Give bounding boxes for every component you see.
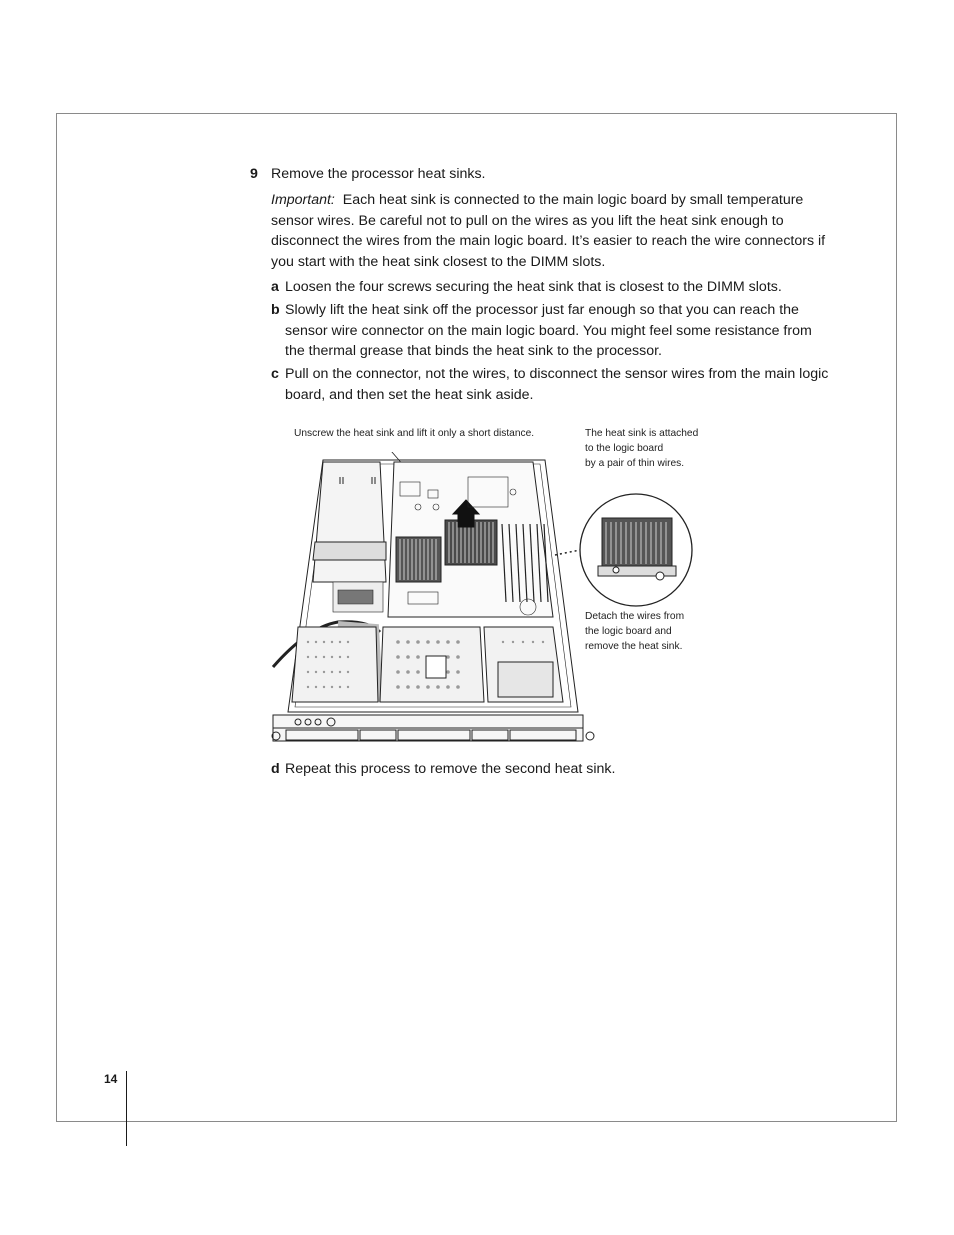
- caption-unscrew: Unscrew the heat sink and lift it only a short distance.: [294, 428, 535, 439]
- substep-d: [271, 759, 831, 780]
- substep-letter: c: [271, 366, 279, 382]
- power-supply: [313, 462, 386, 582]
- step-number: 9: [250, 166, 258, 182]
- drive-handle: [426, 656, 446, 678]
- substep-b: [271, 300, 831, 362]
- substep-letter: a: [271, 279, 279, 295]
- substep-letter: b: [271, 302, 280, 318]
- detail-pointer-line: [555, 550, 580, 555]
- caption-line: remove the heat sink.: [585, 641, 683, 652]
- detail-magnified-view: [580, 494, 692, 606]
- server-heatsink-illustration: [268, 452, 708, 752]
- substep-c: [271, 364, 831, 405]
- heat-sink-left: [396, 537, 441, 582]
- substep-letter: d: [271, 761, 280, 777]
- caption-line: the logic board and: [585, 626, 672, 637]
- substep-text: Slowly lift the heat sink off the processor just far enough so that you can reach the sensor wire connector on the main logic board. You might feel some resistance from the thermal grease that binds the heat sink to the processor.: [285, 302, 812, 359]
- step-title: Remove the processor heat sinks.: [271, 166, 486, 182]
- substep-text: Pull on the connector, not the wires, to disconnect the sensor wires from the main logic board, and then set the heat sink aside.: [285, 366, 829, 403]
- substep-text: Loosen the four screws securing the heat sink that is closest to the DIMM slots.: [285, 279, 782, 295]
- front-panel: [272, 715, 594, 741]
- caption-line: by a pair of thin wires.: [585, 458, 685, 469]
- substep-a: [271, 277, 831, 298]
- substep-text: Repeat this process to remove the second heat sink.: [285, 761, 616, 777]
- important-label: Important:: [271, 192, 335, 208]
- caption-line: The heat sink is attached: [585, 428, 699, 439]
- page-number-rule: [126, 1071, 127, 1146]
- important-text: Each heat sink is connected to the main logic board by small temperature sensor wires. Be careful not to pull on the wires as you lift the heat sink enough to disconnect the wires from the main logic board. It’s easier to reach the wire connectors if you start with the heat sink closest to the DIMM slots.: [271, 192, 826, 270]
- page-number: 14: [104, 1072, 118, 1086]
- sensor-connector-icon: [656, 572, 664, 580]
- caption-line: to the logic board: [585, 443, 664, 454]
- caption-line: Detach the wires from: [585, 611, 685, 622]
- connector-block: [333, 582, 383, 612]
- important-note: [271, 190, 831, 272]
